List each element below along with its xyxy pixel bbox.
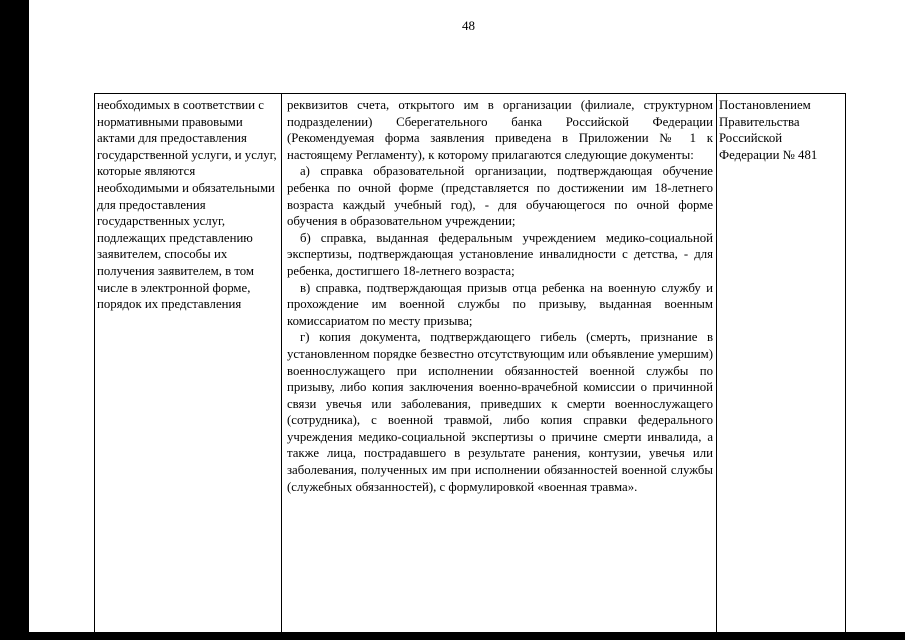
- column-divider-2: [716, 93, 717, 640]
- documents-cell: [287, 97, 713, 495]
- documents-paragraph: реквизитов счета, открытого им в организации (филиале, структурном подразделении) Сберегательного банка Российской Федерации (Рекомендуемая форма заявления приведена в Приложении № 1 к настоящему Регламенту), к которому прилагаются следующие документы:: [287, 98, 713, 162]
- documents-paragraph: а) справка образовательной организации, подтверждающая обучение ребенка по очной форме (представляется по достижении им 18-летнего возраста каждый учебный год), - для обучающегося по очной форме обучения в образовательном учреждении;: [287, 164, 713, 229]
- table-right-border: [845, 93, 846, 640]
- table-left-border: [94, 93, 95, 640]
- table-top-border: [94, 93, 846, 94]
- document-table: [94, 93, 846, 640]
- documents-paragraph: б) справка, выданная федеральным учреждением медико-социальной экспертизы, подтверждающая установление инвалидности с детства, - для ребенка, достигшего 18-летнего возраста;: [287, 230, 713, 278]
- column-divider-1: [281, 93, 282, 640]
- requirements-cell: необходимых в соответствии с нормативными правовыми актами для предоставления государственной услуги, и услуг, которые являются необходимыми и обязательными для предоставления государственных услуг, подлежащих представлению заявителем, способы их получения заявителем, в том числе в электронной форме, порядок их представления: [97, 98, 277, 312]
- legal-basis-cell: Постановлением Правительства Российской Федерации № 481: [719, 98, 818, 162]
- documents-paragraph: г) копия документа, подтверждающего гибель (смерть, признание в установленном порядке безвестно отсутствующим или объявление умершим) военнослужащего при исполнении обязанностей военной службы по призыву, либо копия заключения военно-врачебной комиссии о причинной связи увечья или заболевания, приведших к смерти военнослужащего (сотрудника), с военной травмой, либо копия справки федерального учреждения медико-социальной экспертизы о причине смерти инвалида, а также лица, пострадавшего в результате ранения, контузии, увечья или заболевания, полученных им при исполнении обязанностей военной службы (служебных обязанностей), с формулировкой «военная травма».: [287, 330, 713, 494]
- page-number: 48: [462, 18, 475, 33]
- documents-paragraph: в) справка, подтверждающая призыв отца ребенка на военную службу и прохождение им военной службы по призыву, выданная военным комиссариатом по месту призыва;: [287, 280, 713, 328]
- scan-left-border: [0, 0, 29, 640]
